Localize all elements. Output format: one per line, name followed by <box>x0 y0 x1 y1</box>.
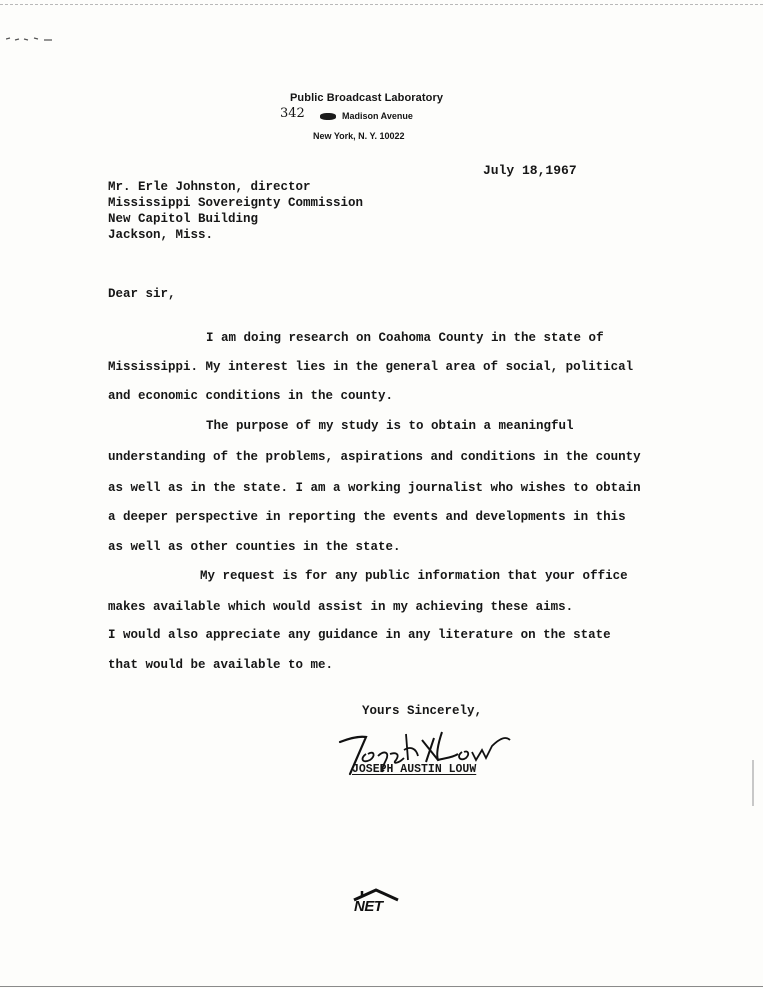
net-logo <box>350 886 402 920</box>
recipient-line: Jackson, Miss. <box>108 228 214 242</box>
body-line: a deeper perspective in reporting the events and developments in this <box>108 510 626 524</box>
body-line: as well as in the state. I am a working journalist who wishes to obtain <box>108 481 641 495</box>
recipient-line: New Capitol Building <box>108 212 259 226</box>
letterhead-city: New York, N. Y. 10022 <box>313 131 405 141</box>
body-line: as well as other counties in the state. <box>108 540 401 554</box>
recipient-line: Mr. Erle Johnston, director <box>108 180 311 194</box>
recipient-line: Mississippi Sovereignty Commission <box>108 196 364 210</box>
letterhead-street: Madison Avenue <box>342 111 413 121</box>
signer-name: JOSEPH AUSTIN LOUW <box>352 763 477 776</box>
salutation: Dear sir, <box>108 287 176 301</box>
letterhead-street-number: 342 <box>280 106 305 121</box>
body-line: that would be available to me. <box>108 658 334 672</box>
body-line: makes available which would assist in my achieving these aims. <box>108 600 574 614</box>
letterhead-organization: Public Broadcast Laboratory <box>290 92 444 104</box>
struck-number <box>320 113 336 120</box>
page-bottom-edge <box>0 986 763 987</box>
body-line: Mississippi. My interest lies in the general area of social, political <box>108 360 634 374</box>
closing: Yours Sincerely, <box>362 704 483 718</box>
body-line: I am doing research on Coahoma County in the state of <box>206 331 604 345</box>
page-top-edge <box>0 4 763 5</box>
scan-margin-mark <box>752 760 754 806</box>
body-line: The purpose of my study is to obtain a meaningful <box>206 419 574 433</box>
net-logo-text: NET <box>354 898 383 915</box>
body-line: I would also appreciate any guidance in any literature on the state <box>108 628 611 642</box>
letter-date: July 18,1967 <box>483 163 577 178</box>
body-line: and economic conditions in the county. <box>108 389 394 403</box>
body-line: understanding of the problems, aspirations and conditions in the county <box>108 450 641 464</box>
scan-mark <box>6 36 54 42</box>
body-line: My request is for any public information that your office <box>200 569 628 583</box>
